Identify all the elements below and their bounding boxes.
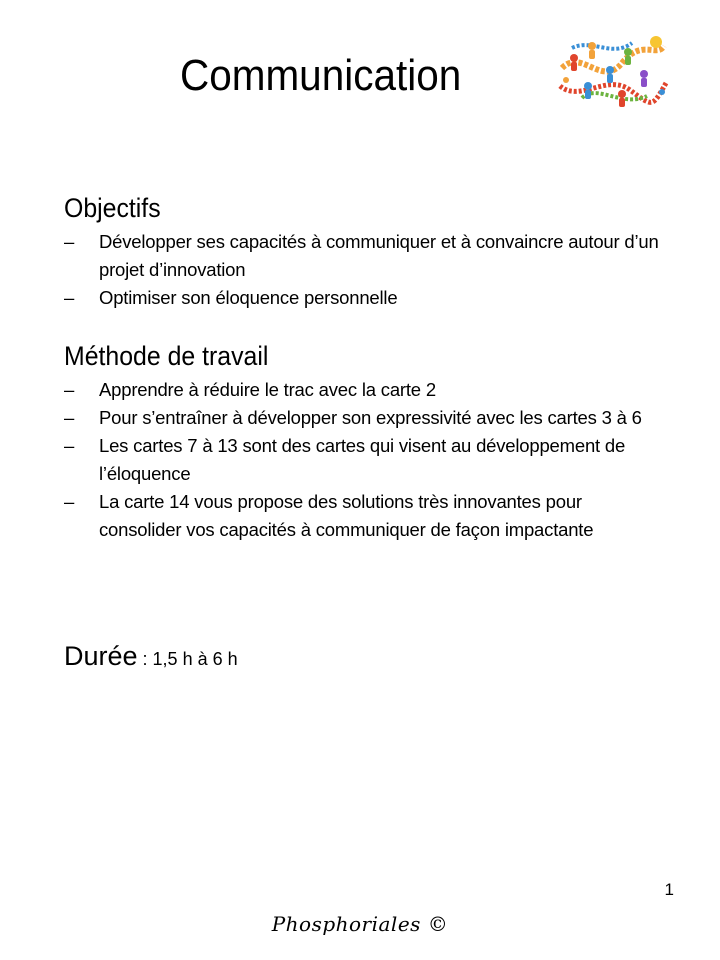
list-item bbox=[64, 284, 664, 312]
list-item bbox=[64, 488, 664, 544]
duree-line bbox=[64, 640, 238, 672]
methode-list bbox=[64, 376, 664, 544]
list-item-text: Les cartes 7 à 13 sont des cartes qui visent au développement de l’éloquence bbox=[99, 435, 626, 484]
objectifs-list bbox=[64, 228, 664, 312]
duree-label: Durée bbox=[64, 641, 138, 671]
list-item bbox=[64, 376, 664, 404]
list-item-text: Optimiser son éloquence personnelle bbox=[99, 287, 398, 308]
people-network-logo-icon bbox=[552, 28, 672, 114]
page-title: Communication bbox=[180, 51, 462, 100]
list-item bbox=[64, 432, 664, 488]
section-heading-objectifs: Objectifs bbox=[64, 193, 161, 223]
list-item bbox=[64, 404, 664, 432]
dash-bullet: – bbox=[64, 407, 75, 428]
duree-value: : 1,5 h à 6 h bbox=[137, 649, 238, 669]
dash-bullet: – bbox=[64, 435, 75, 456]
section-heading-methode: Méthode de travail bbox=[64, 341, 269, 371]
dash-bullet: – bbox=[64, 287, 75, 308]
dash-bullet: – bbox=[64, 379, 75, 400]
page-number: 1 bbox=[664, 880, 674, 899]
footer-brand: Phosphoriales © bbox=[271, 912, 449, 936]
list-item-text: Pour s’entraîner à développer son expressivité avec les cartes 3 à 6 bbox=[99, 407, 642, 428]
dash-bullet: – bbox=[64, 491, 75, 512]
list-item-text: La carte 14 vous propose des solutions très innovantes pour consolider vos capacités à communiquer de façon impactante bbox=[99, 491, 594, 540]
list-item-text: Développer ses capacités à communiquer et à convaincre autour d’un projet d’innovation bbox=[99, 231, 659, 280]
dash-bullet: – bbox=[64, 231, 75, 252]
list-item bbox=[64, 228, 664, 284]
list-item-text: Apprendre à réduire le trac avec la carte 2 bbox=[99, 379, 436, 400]
